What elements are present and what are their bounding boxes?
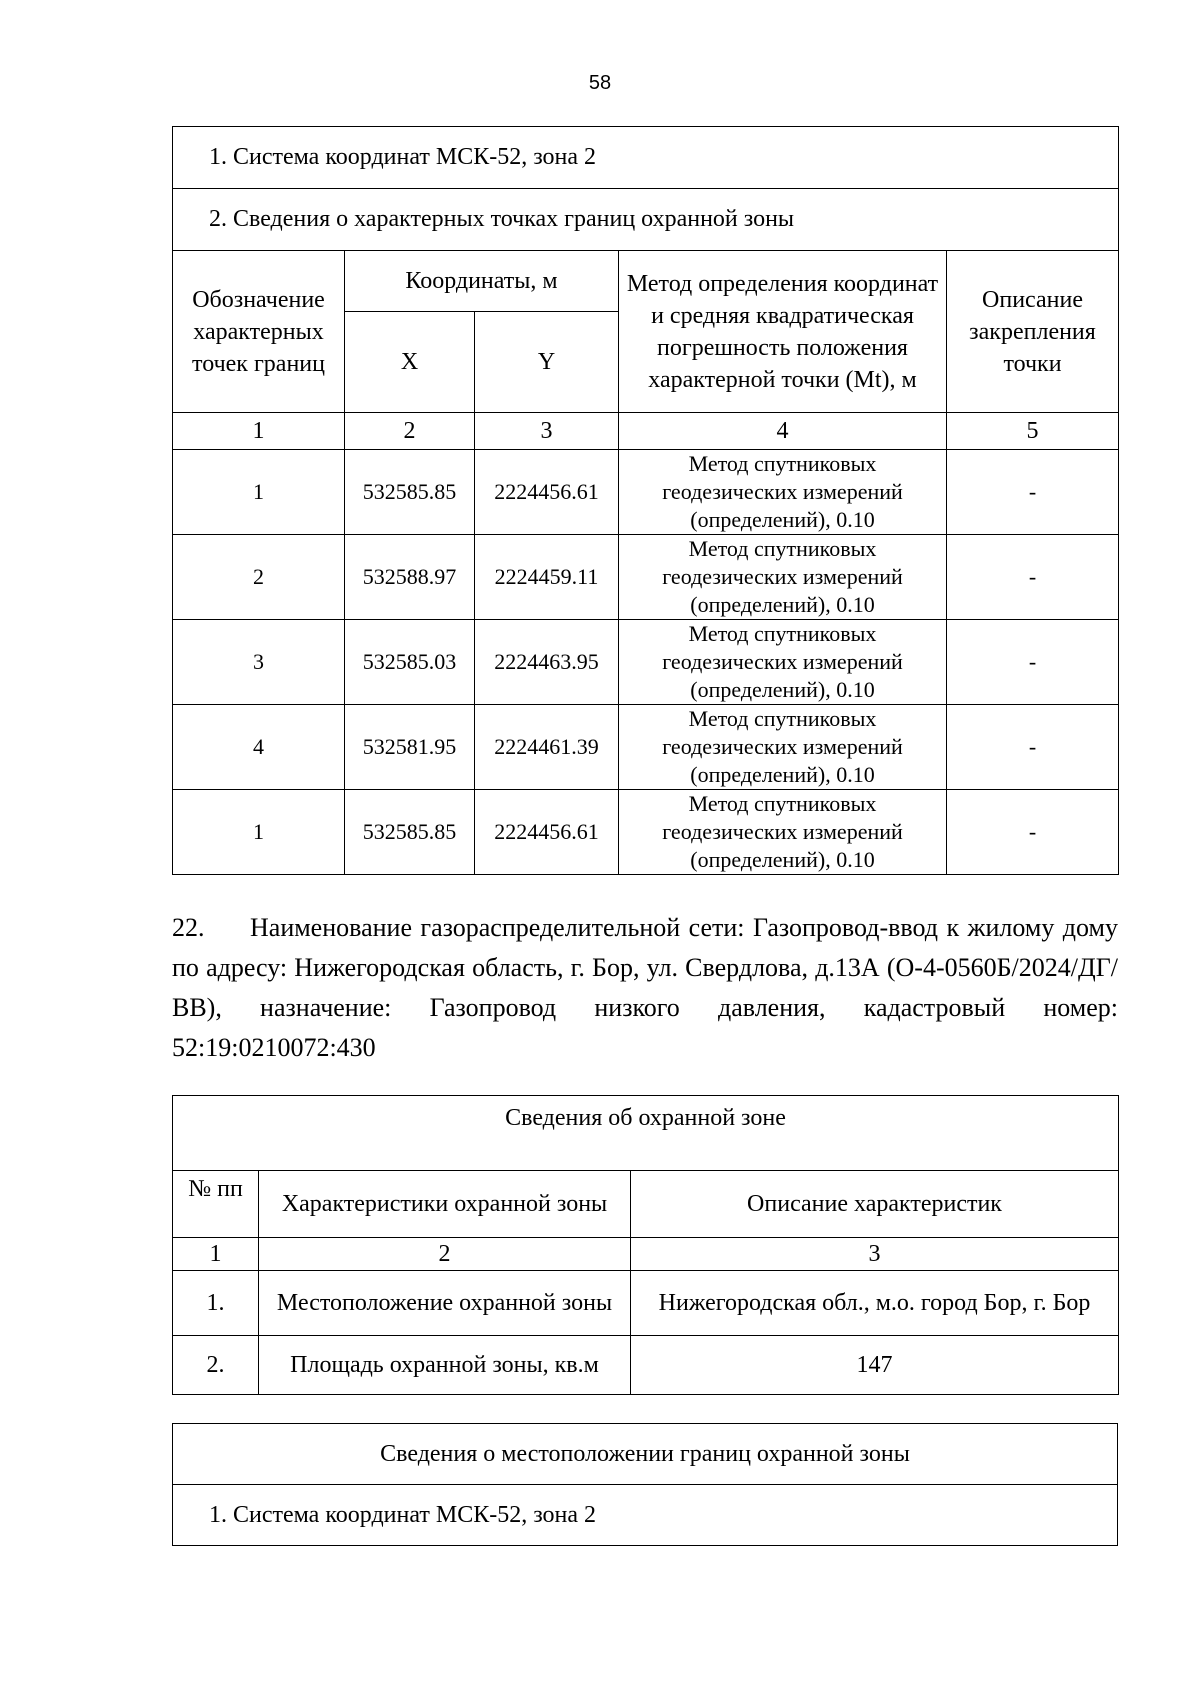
point-designation: 3 [173, 620, 345, 705]
table-row [173, 1271, 1119, 1336]
column-number: 4 [619, 413, 947, 450]
header-method: Метод определения координат и средняя квадратическая погрешность положения характерной точки (Mt), м [619, 251, 947, 413]
description-cell: - [947, 705, 1119, 790]
coord-y: 2224463.95 [475, 620, 619, 705]
coord-x: 532585.85 [345, 790, 475, 875]
header-designation: Обозначение характерных точек границ [173, 251, 345, 413]
method-cell: Метод спутниковых геодезических измерений (определений), 0.10 [619, 790, 947, 875]
table-row [173, 1336, 1119, 1395]
coord-x: 532585.03 [345, 620, 475, 705]
column-number: 3 [475, 413, 619, 450]
table-title: Сведения об охранной зоне [173, 1096, 1119, 1171]
boundary-location-table [172, 1423, 1118, 1546]
column-number: 2 [259, 1238, 631, 1271]
header-x: X [345, 312, 475, 413]
protection-zone-info-table [172, 1095, 1119, 1395]
column-number: 1 [173, 1238, 259, 1271]
header-characteristics: Характеристики охранной зоны [259, 1171, 631, 1238]
table-row [173, 705, 1119, 790]
characteristic-name: Площадь охранной зоны, кв.м [259, 1336, 631, 1395]
point-designation: 2 [173, 535, 345, 620]
coordinate-system-row: 1. Система координат МСК-52, зона 2 [173, 127, 1119, 189]
point-designation: 1 [173, 790, 345, 875]
boundary-points-table [172, 126, 1119, 875]
coord-x: 532581.95 [345, 705, 475, 790]
description-cell: - [947, 790, 1119, 875]
row-number: 2. [173, 1336, 259, 1395]
coord-x: 532588.97 [345, 535, 475, 620]
paragraph-number: 22. [172, 913, 205, 942]
table-row [173, 620, 1119, 705]
header-description: Описание закрепления точки [947, 251, 1119, 413]
column-number: 3 [631, 1238, 1119, 1271]
row-number: 1. [173, 1271, 259, 1336]
header-no: № пп [173, 1171, 259, 1238]
coordinate-system-row: 1. Система координат МСК-52, зона 2 [173, 1485, 1118, 1546]
table-row [173, 535, 1119, 620]
coord-y: 2224456.61 [475, 790, 619, 875]
column-number: 2 [345, 413, 475, 450]
coord-y: 2224461.39 [475, 705, 619, 790]
description-cell: - [947, 620, 1119, 705]
method-cell: Метод спутниковых геодезических измерений (определений), 0.10 [619, 450, 947, 535]
network-description-paragraph [172, 908, 1118, 1068]
method-cell: Метод спутниковых геодезических измерений (определений), 0.10 [619, 620, 947, 705]
coord-y: 2224459.11 [475, 535, 619, 620]
header-coordinates: Координаты, м [345, 251, 619, 312]
method-cell: Метод спутниковых геодезических измерений (определений), 0.10 [619, 535, 947, 620]
column-number: 5 [947, 413, 1119, 450]
description-cell: - [947, 535, 1119, 620]
coord-x: 532585.85 [345, 450, 475, 535]
characteristic-value: 147 [631, 1336, 1119, 1395]
description-cell: - [947, 450, 1119, 535]
method-cell: Метод спутниковых геодезических измерений (определений), 0.10 [619, 705, 947, 790]
coord-y: 2224456.61 [475, 450, 619, 535]
table-title: Сведения о местоположении границ охранной зоны [173, 1424, 1118, 1485]
header-y: Y [475, 312, 619, 413]
page-number: 58 [588, 72, 612, 94]
column-number: 1 [173, 413, 345, 450]
paragraph-text: Наименование газораспределительной сети: Газопровод-ввод к жилому дому по адресу: Нижегородская область, г. Бор, ул. Свердлова, д.13А (О-4-0560Б/2024/ДГ/ВВ), назначение: Газопровод низкого давления, кадастровый номер: 52:19:0210072:430 [172, 913, 1118, 1062]
table-row [173, 450, 1119, 535]
point-designation: 1 [173, 450, 345, 535]
table-row [173, 790, 1119, 875]
boundary-info-row: 2. Сведения о характерных точках границ охранной зоны [173, 189, 1119, 251]
characteristic-name: Местоположение охранной зоны [259, 1271, 631, 1336]
point-designation: 4 [173, 705, 345, 790]
characteristic-value: Нижегородская обл., м.о. город Бор, г. Бор [631, 1271, 1119, 1336]
header-description: Описание характеристик [631, 1171, 1119, 1238]
